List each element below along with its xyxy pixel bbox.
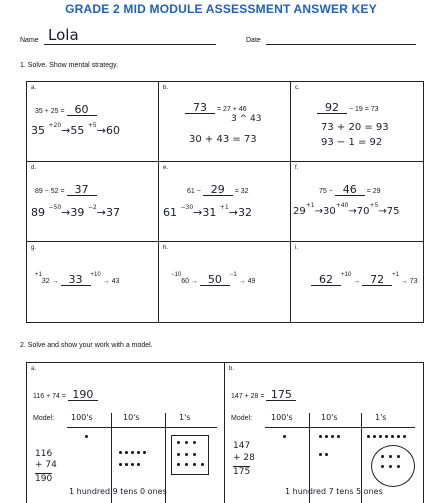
name-value: Lola	[48, 26, 79, 44]
dot	[319, 453, 322, 456]
dot	[137, 451, 140, 454]
answer-model-a: 190	[68, 389, 98, 401]
work-b: 30 + 43 = 73	[189, 134, 257, 145]
cell-e	[159, 162, 291, 242]
dot	[397, 435, 400, 438]
question-2-prompt: 2. Solve and show your work with a model.	[20, 342, 153, 349]
decomp-b: 3 ^ 43	[231, 114, 262, 124]
page-title: GRADE 2 MID MODULE ASSESSMENT ANSWER KEY	[65, 2, 377, 16]
name-label: Name	[20, 37, 39, 44]
dot	[381, 465, 384, 468]
dot	[119, 463, 122, 466]
cell-label: d.	[31, 165, 37, 171]
chart-line-a	[67, 427, 217, 428]
col-hundreds-a: 100's	[71, 413, 93, 422]
dot	[397, 455, 400, 458]
vertical-b-3: 175	[233, 467, 251, 477]
answer-a: 60	[67, 104, 97, 116]
equation-model-b: 147 + 28 = 175	[231, 389, 296, 401]
cell-h	[159, 242, 291, 322]
dot	[177, 441, 180, 444]
dot	[397, 465, 400, 468]
dot	[125, 451, 128, 454]
cell-d	[27, 162, 159, 242]
col-tens-b: 10's	[321, 413, 338, 422]
cell-a	[27, 82, 159, 162]
dot	[177, 463, 180, 466]
dot	[201, 463, 204, 466]
equation-c: 92 − 19 = 73	[317, 102, 379, 114]
col-ones-a: 1's	[179, 413, 191, 422]
dot	[389, 465, 392, 468]
dot	[325, 435, 328, 438]
dot	[373, 435, 376, 438]
model-cell-b	[225, 363, 423, 503]
cell-label: f.	[295, 165, 299, 171]
answer-f: 46	[335, 184, 365, 196]
dot	[185, 441, 188, 444]
work-c-1: 73 + 20 = 93	[321, 122, 389, 133]
dot	[143, 451, 146, 454]
note-b: 1 hundred 7 tens 5 ones	[285, 487, 383, 496]
question-2-grid	[26, 362, 424, 503]
ones-group-circle-b	[371, 445, 415, 487]
dot	[319, 435, 322, 438]
cell-label: i.	[295, 245, 298, 251]
vertical-b-1: 147	[233, 441, 251, 451]
cell-f	[291, 162, 423, 242]
answer-d: 37	[67, 184, 97, 196]
answer-model-b: 175	[266, 389, 296, 401]
dot	[119, 451, 122, 454]
cell-label: g.	[31, 245, 37, 251]
dot	[125, 463, 128, 466]
name-line	[44, 44, 216, 45]
vertical-a-3: 190	[35, 474, 53, 484]
dot	[403, 435, 406, 438]
note-a: 1 hundred 9 tens 0 ones	[69, 487, 167, 496]
cell-label: e.	[163, 165, 169, 171]
date-line	[266, 44, 416, 45]
vertical-a-1: 116	[35, 449, 53, 459]
col-hundreds-b: 100's	[271, 413, 293, 422]
answer-i-1: 62	[311, 274, 341, 286]
dot	[337, 435, 340, 438]
vertical-b-2: + 28	[233, 453, 255, 463]
dot	[185, 453, 188, 456]
work-a: 35 $^{+20}$→55 $^{+5}$→60	[31, 122, 120, 137]
dot	[85, 435, 88, 438]
cell-b	[159, 82, 291, 162]
dot	[389, 455, 392, 458]
dot	[325, 453, 328, 456]
question-1-prompt: 1. Solve. Show mental strategy.	[20, 62, 118, 69]
dot	[391, 435, 394, 438]
equation-a: 35 + 25 = 60	[35, 104, 97, 116]
date-label: Date	[246, 37, 261, 44]
equation-d: 89 − 52 = 37	[35, 184, 97, 196]
dot	[379, 435, 382, 438]
work-f: $29^{+1}\to 30^{+40}\to 70^{+5}\to 75$	[293, 202, 400, 217]
chart-line-b	[265, 427, 415, 428]
work-e: 61 $^{-30}$→31 $^{+1}$→32	[163, 204, 252, 219]
dot	[185, 463, 188, 466]
dot	[331, 435, 334, 438]
dot	[193, 463, 196, 466]
answer-c: 92	[317, 102, 347, 114]
cell-label: a.	[31, 85, 37, 91]
answer-h: 50	[200, 274, 230, 286]
col-tens-a: 10's	[123, 413, 140, 422]
answer-g: 33	[61, 274, 91, 286]
dot	[385, 435, 388, 438]
model-cell-a	[27, 363, 225, 503]
cell-label: a.	[31, 366, 37, 372]
dot	[283, 435, 286, 438]
cell-label: b.	[229, 366, 235, 372]
equation-h: −1060 → 50 −1 → 49	[171, 272, 256, 286]
answer-i-2: 72	[362, 274, 392, 286]
model-label-b: Model:	[231, 415, 253, 422]
dot	[177, 453, 180, 456]
col-ones-b: 1's	[375, 413, 387, 422]
dot	[131, 463, 134, 466]
equation-g: +132 → 33 +10 → 43	[35, 272, 120, 286]
question-1-grid	[26, 81, 424, 323]
work-c-2: 93 − 1 = 92	[321, 137, 383, 148]
answer-b: 73	[185, 102, 215, 114]
dot	[193, 441, 196, 444]
cell-label: h.	[163, 245, 169, 251]
cell-i	[291, 242, 423, 322]
equation-e: 61 − 29 = 32	[187, 183, 249, 196]
dot	[381, 455, 384, 458]
dot	[131, 451, 134, 454]
answer-e: 29	[203, 184, 233, 196]
equation-f: 75 − 46 = 29	[319, 183, 381, 196]
cell-c	[291, 82, 423, 162]
model-label-a: Model:	[33, 415, 55, 422]
cell-g	[27, 242, 159, 322]
vertical-a-2: + 74	[35, 460, 57, 470]
dot	[193, 453, 196, 456]
equation-b: 73 = 27 + 46	[185, 102, 247, 114]
work-d: 89 $^{-50}$→39 $^{-2}$→37	[31, 204, 120, 219]
cell-label: c.	[295, 85, 300, 91]
cell-label: b.	[163, 85, 169, 91]
dot	[367, 435, 370, 438]
dot	[137, 463, 140, 466]
equation-model-a: 116 + 74 = 190	[33, 389, 98, 401]
equation-i: 62 +10 → 72 +1 → 73	[311, 274, 418, 286]
